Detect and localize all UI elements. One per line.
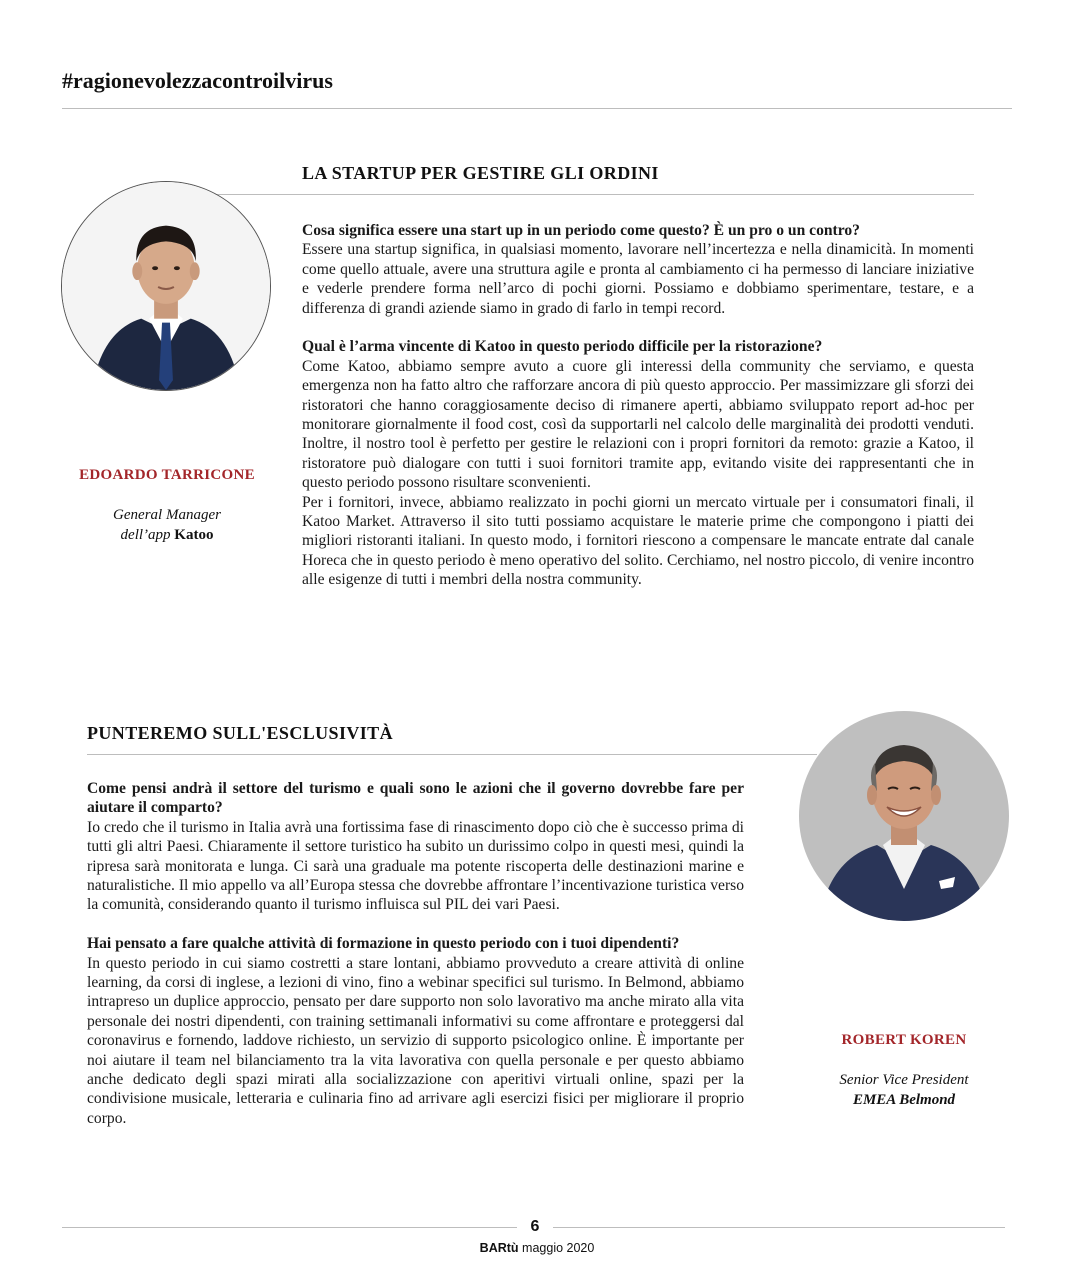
- section2-question-2: Hai pensato a fare qualche attività di formazione in questo periodo con i tuoi dipendenti?: [87, 935, 680, 953]
- section1-answer-1: Essere una startup significa, in qualsiasi momento, lavorare nell’incertezza e nella dinamicità. In momenti come quello attuale, avere una struttura agile e pronta al cambiamento ci ha permesso di lanciare iniziative e vederle prendere forma nell’arco di pochi giorni. Possiamo e dobbiamo sperimentare, testare, e a differenza di grandi aziende siamo in grado di farlo in tempi record.: [302, 241, 974, 317]
- section1-answer-2a: Come Katoo, abbiamo sempre avuto a cuore gli interessi della community che serviamo, e questa emergenza non ha fatto altro che rafforzare ancora di più questo approccio. Per massimizzare gli sforzi dei ristoratori che hanno coraggiosamente deciso di rimanere aperti, abbiamo sviluppato report ad-hoc per monitorare giornalmente il food cost, così da supportarli nel calcolo delle marginalità dei prodotti venduti. Inoltre, il nostro tool è perfetto per gestire le relazioni con i propri fornitori da remoto: grazie a Katoo, il ristoratore può dialogare con tutti i suoi fornitori tramite app, evitando visite dei rappresentanti che in questo periodo possono risultare sconvenienti.: [302, 357, 974, 492]
- page-hashtag: #ragionevolezzacontroilvirus: [62, 68, 333, 93]
- section2-person-role: [799, 1070, 1009, 1110]
- section1-role-company: Katoo: [174, 527, 214, 543]
- footer-publication: [437, 1241, 637, 1255]
- section2-answer-1: Io credo che il turismo in Italia avrà una fortissima fase di rinascimento dopo ciò che è successo prima di tutti gli altri Paesi. Chiaramente il settore turistico ha subito un durissimo colpo in questi mesi, quindi la ripresa sarà monitorata e lunga. Ci sarà una graduale ma potente riscoperta delle destinazioni marine e naturalistiche. Il mio appello va all’Europa stessa che dovrebbe affrontare l’incentivazione turistica verso la comunità, considerando quanto il turismo influisca sul PIL dei vari Paesi.: [87, 818, 744, 914]
- header-divider: [62, 108, 1012, 109]
- section1-divider: [212, 194, 974, 195]
- section1-question-2: Qual è l’arma vincente di Katoo in questo periodo difficile per la ristorazione?: [302, 338, 823, 356]
- section1-person-name: EDOARDO TARRICONE: [79, 467, 255, 483]
- section2-divider: [87, 754, 817, 755]
- section1-question-1: Cosa significa essere una start up in un periodo come questo? È un pro o un contro?: [302, 222, 860, 239]
- section2-title: PUNTEREMO SULL'ESCLUSIVITÀ: [87, 723, 393, 743]
- section1-person-role: [62, 505, 272, 545]
- section2-body: [87, 779, 744, 1128]
- publication-issue: maggio 2020: [522, 1241, 595, 1255]
- publication-name: BARtù: [479, 1241, 519, 1255]
- section2-role-line1: Senior Vice President: [839, 1072, 969, 1088]
- edoardo-tarricone-photo: [61, 181, 271, 391]
- robert-koren-photo: [799, 711, 1009, 921]
- section1-role-prefix: dell’app: [120, 527, 171, 543]
- section1-role-line1: General Manager: [113, 507, 221, 523]
- section2-question-1: Come pensi andrà il settore del turismo e quali sono le azioni che il governo dovrebbe fare per aiutare il comparto?: [87, 780, 744, 817]
- section2-role-line2: EMEA Belmond: [852, 1092, 956, 1108]
- page-number: 6: [530, 1218, 540, 1235]
- section2-answer-2: In questo periodo in cui siamo costretti a stare lontani, abbiamo provveduto a creare attività di online learning, da corsi di inglese, a lezioni di vino, fino a webinar specifici sul turismo. In Belmond, abbiamo intrapreso un duplice approccio, pensato per dare supporto non solo lavorativo ma anche mirato alla vita personale dei nostri dipendenti, con training settimanali informativi su come affrontare e proteggersi dal coronavirus e fornendo, laddove richiesto, un servizio di supporto psicologico online. È importante per noi aiutare il team nel bilanciamento tra la vita lavorativa con quella personale e per questo abbiamo anche dedicato degli spazi mirati alla socializzazione con aperitivi virtuali online, spazi per la condivisione musicale, letteraria e culinaria fino ad arrivare agli esercizi fisici per migliorare il proprio corpo.: [87, 954, 744, 1127]
- footer-divider-right: [553, 1227, 1005, 1228]
- section1-answer-2b: Per i fornitori, invece, abbiamo realizzato in pochi giorni un mercato virtuale per i consumatori finali, il Katoo Market. Attraverso il sito tutti possiamo acquistare le materie prime che compongono i piatti dei migliori ristoranti italiani. In questo modo, i fornitori riescono a compensare le mancate entrate dal canale Horeca che in questo periodo è meno operativo del solito. Cerchiamo, nel nostro piccolo, di venire incontro alle esigenze di tutti i membri della nostra community.: [302, 493, 974, 589]
- section2-person-name: ROBERT KOREN: [841, 1032, 967, 1048]
- section1-body: [302, 221, 974, 590]
- section1-title: LA STARTUP PER GESTIRE GLI ORDINI: [302, 163, 659, 183]
- footer-divider-left: [62, 1227, 517, 1228]
